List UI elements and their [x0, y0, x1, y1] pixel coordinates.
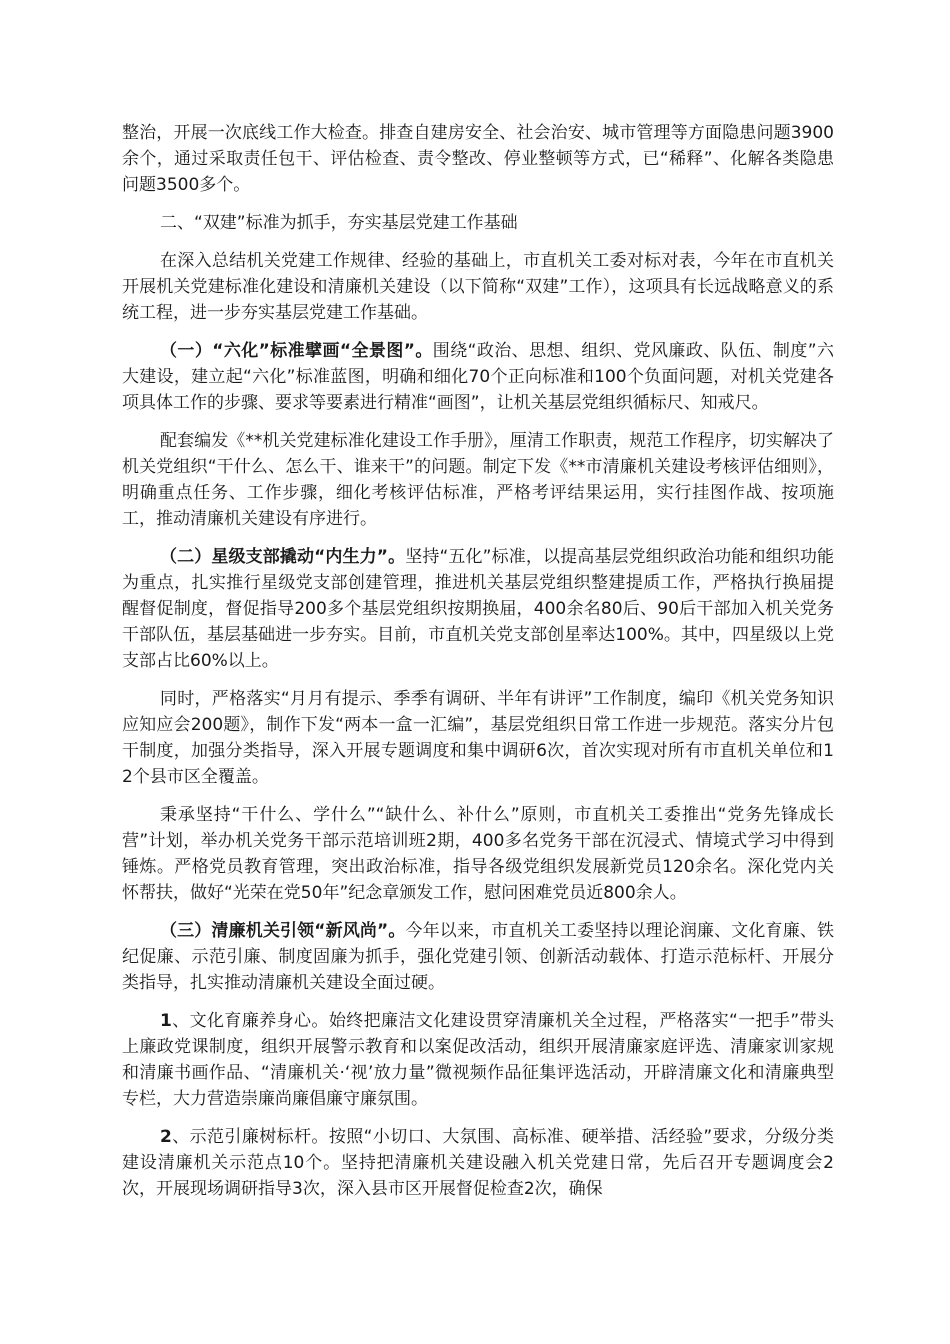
item-number: 1	[160, 1011, 172, 1031]
paragraph-intro	[122, 120, 834, 198]
paragraph-subsection-3	[122, 918, 834, 996]
paragraph-text: 配套编发《**机关党建标准化建设工作手册》，厘清工作职责，规范工作程序，切实解决了机关党组织“干什么、怎么干、谁来干”的问题。制定下发《**市清廉机关建设考核评估细则》，明确重点任务、工作步骤，细化考核评估标准，严格考评结果运用，实行挂图作战、按项施工，推动清廉机关建设有序进行。	[122, 431, 834, 529]
paragraph-text: 同时，严格落实“月月有提示、季季有调研、半年有讲评”工作制度，编印《机关党务知识应知应会200题》，制作下发“两本一盒一汇编”，基层党组织日常工作进一步规范。落实分片包干制度，加强分类指导，深入开展专题调度和集中调研6次，首次实现对所有市直机关单位和12个县市区全覆盖。	[122, 689, 834, 787]
paragraph-text: 在深入总结机关党建工作规律、经验的基础上，市直机关工委对标对表，今年在市直机关开展机关党建标准化建设和清廉机关建设（以下简称“双建”工作），这项具有长远战略意义的系统工程，进一步夯实基层党建工作基础。	[122, 251, 834, 323]
document-page	[122, 120, 834, 1214]
paragraph-2-intro	[122, 248, 834, 326]
paragraph-text: 、示范引廉树标杆。按照“小切口、大氛围、高标准、硬举措、活经验”要求，分级分类建设清廉机关示范点10个。坚持把清廉机关建设融入机关党建日常，先后召开专题调度会2次，开展现场调研指导3次，深入县市区开展督促检查2次，确保	[122, 1127, 834, 1199]
paragraph-item-1	[122, 1008, 834, 1112]
subsection-lead: （三）清廉机关引领“新风尚”。	[160, 921, 406, 941]
paragraph-text: 坚持“五化”标准，以提高基层党组织政治功能和组织功能为重点，扎实推行星级党支部创建管理，推进机关基层党组织整建提质工作，严格执行换届提醒督促制度，督促指导200多个基层党组织按期换届，400余名80后、90后干部加入机关党务干部队伍，基层基础进一步夯实。目前，市直机关党支部创星率达100%。其中，四星级以上党支部占比60%以上。	[122, 547, 834, 671]
paragraph-manual	[122, 428, 834, 532]
paragraph-text: 今年以来，市直机关工委坚持以理论润廉、文化育廉、铁纪促廉、示范引廉、制度固廉为抓手，强化党建引领、创新活动载体、打造示范标杆、开展分类指导，扎实推动清廉机关建设全面过硬。	[122, 921, 834, 993]
item-number: 2	[160, 1127, 172, 1147]
paragraph-subsection-2	[122, 544, 834, 674]
paragraph-text: 围绕“政治、思想、组织、党风廉政、队伍、制度”六大建设，建立起“六化”标准蓝图，明确和细化70个正向标准和100个负面问题，对机关党建各项具体工作的步骤、要求等要素进行精准“画图”，让机关基层党组织循标尺、知戒尺。	[122, 341, 834, 413]
heading-text: 二、“双建”标准为抓手，夯实基层党建工作基础	[160, 213, 518, 233]
section-heading-2	[122, 210, 834, 236]
paragraph-training	[122, 802, 834, 906]
paragraph-text: 、文化育廉养身心。始终把廉洁文化建设贯穿清廉机关全过程，严格落实“一把手”带头上廉政党课制度，组织开展警示教育和以案促改活动，组织开展清廉家庭评选、清廉家训家规和清廉书画作品、“清廉机关·‘视’放力量”微视频作品征集评选活动，开辟清廉文化和清廉典型专栏，大力营造崇廉尚廉倡廉守廉氛围。	[122, 1011, 834, 1109]
paragraph-item-2	[122, 1124, 834, 1202]
subsection-lead: （一）“六化”标准擘画“全景图”。	[160, 341, 433, 361]
paragraph-subsection-1	[122, 338, 834, 416]
paragraph-meanwhile	[122, 686, 834, 790]
paragraph-text: 秉承坚持“干什么、学什么”“缺什么、补什么”原则，市直机关工委推出“党务先锋成长营”计划，举办机关党务干部示范培训班2期，400多名党务干部在沉浸式、情境式学习中得到锤炼。严格党员教育管理，突出政治标准，指导各级党组织发展新党员120余名。深化党内关怀帮扶，做好“光荣在党50年”纪念章颁发工作，慰问困难党员近800余人。	[122, 805, 834, 903]
subsection-lead: （二）星级支部撬动“内生力”。	[160, 547, 406, 567]
paragraph-text: 整治，开展一次底线工作大检查。排查自建房安全、社会治安、城市管理等方面隐患问题3900余个，通过采取责任包干、评估检查、责令整改、停业整顿等方式，已“稀释”、化解各类隐患问题3500多个。	[122, 123, 834, 195]
